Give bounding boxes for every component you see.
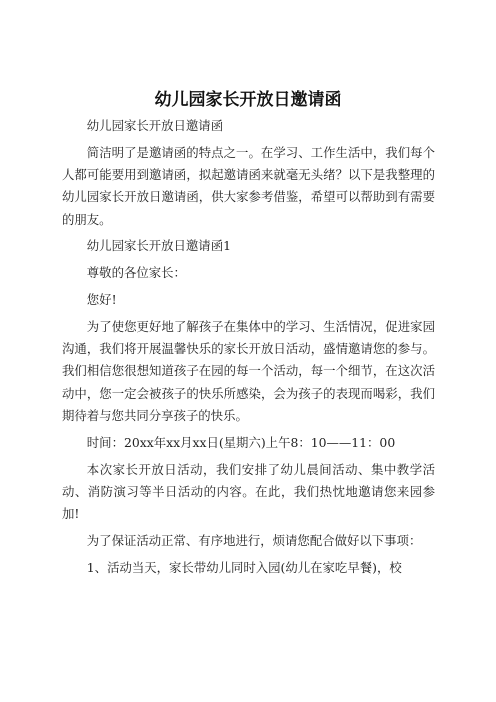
document-body (62, 115, 435, 584)
item-1-paragraph: 1、活动当天，家长带幼儿同时入园(幼儿在家吃早餐)，校 (86, 559, 402, 575)
greeting: 您好! (86, 292, 117, 308)
subtitle-paragraph: 幼儿园家长开放日邀请函 (86, 118, 224, 133)
intro-paragraph: 简洁明了是邀请函的特点之一。在学习、工作生活中，我们每个人都可能要用到邀请函，拟起邀请函来就毫无头绪？以下是我整理的幼儿园家长开放日邀请函，供大家参考借鉴，希望可以帮助到有需要的朋友。 (62, 144, 435, 227)
section-heading: 幼儿园家长开放日邀请函1 (86, 238, 231, 254)
invitation-paragraph: 为了使您更好地了解孩子在集体中的学习、生活情况，促进家园沟通，我们将开展温馨快乐的家长开放日活动，盛情邀请您的参与。我们相信您很想知道孩子在园的每一个活动，每一个细节，在这次活动中，您一定会被孩子的快乐所感染，会为孩子的表现而喝彩，我们期待着与您共同分享孩子的快乐。 (62, 318, 435, 424)
document-title: 幼儿园家长开放日邀请函 (154, 90, 342, 110)
activity-paragraph: 本次家长开放日活动，我们安排了幼儿晨间活动、集中教学活动、消防演习等半日活动的内容。在此，我们热忱地邀请您来园参加! (62, 461, 435, 522)
time-line: 时间：20xx年xx月xx日(星期六)上午8：10——11：00 (86, 434, 396, 450)
notice-paragraph: 为了保证活动正常、有序地进行，烦请您配合做好以下事项： (86, 533, 422, 549)
salutation: 尊敬的各位家长： (86, 265, 186, 281)
